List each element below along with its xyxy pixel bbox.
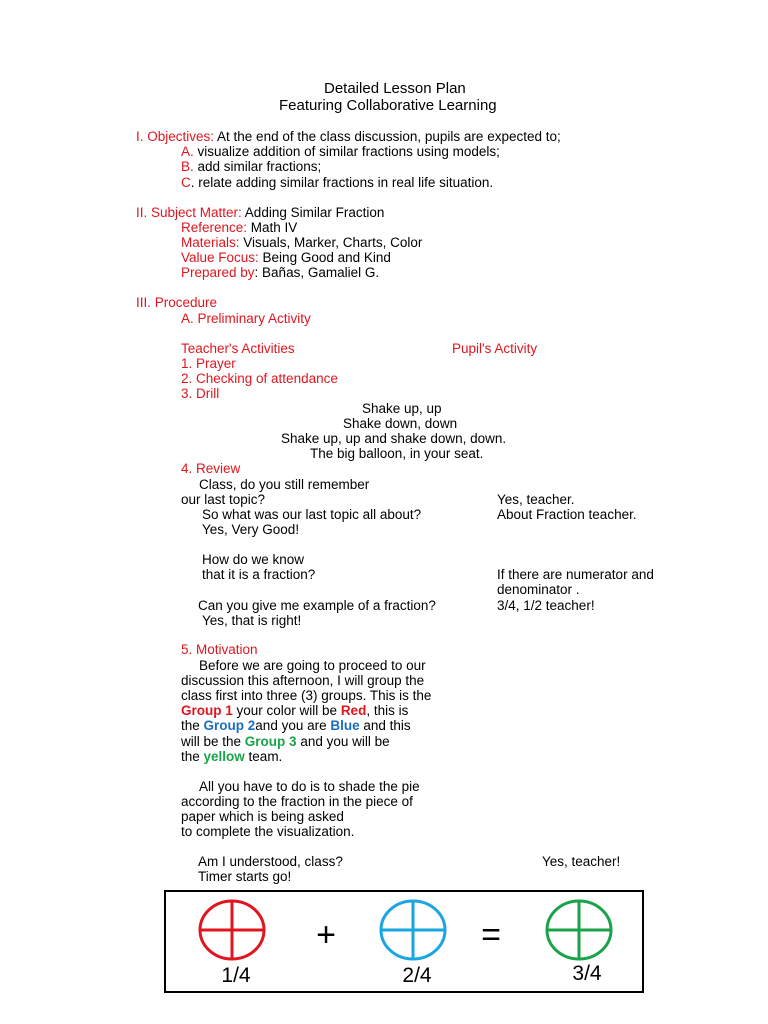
objectives-line bbox=[136, 129, 561, 144]
objective-b bbox=[181, 159, 321, 174]
motivation-line-6 bbox=[181, 734, 390, 749]
value-focus-label: Value Focus: bbox=[181, 250, 259, 265]
subject-matter-label: II. Subject Matter: bbox=[136, 205, 242, 220]
attendance-item: 2. Checking of attendance bbox=[181, 371, 338, 386]
motivation-text: and you will be bbox=[296, 734, 390, 749]
materials-value: Visuals, Marker, Charts, Color bbox=[239, 235, 423, 250]
objectives-text: At the end of the class discussion, pupils are expected to; bbox=[214, 129, 561, 144]
motivation-item: 5. Motivation bbox=[181, 642, 258, 657]
preliminary-activity: A. Preliminary Activity bbox=[181, 311, 311, 326]
group-1-label: Group 1 bbox=[181, 703, 233, 718]
procedure-label: III. Procedure bbox=[136, 295, 218, 310]
blue-label: Blue bbox=[330, 718, 360, 733]
reference-value: Math IV bbox=[247, 220, 298, 235]
motivation-line-3: class first into three (3) groups. This is the bbox=[181, 688, 432, 703]
motivation-text: , this is bbox=[366, 703, 409, 718]
prepared-by-value: : Bañas, Gamaliel G. bbox=[254, 265, 380, 280]
fraction-figure-drawing bbox=[166, 892, 642, 991]
motivation-p2-line-2: according to the fraction in the piece of bbox=[181, 794, 413, 809]
motivation-text: the bbox=[181, 718, 204, 733]
objective-text: . relate adding similar fractions in real life situation. bbox=[190, 175, 494, 190]
pie-3-quarters bbox=[547, 901, 611, 959]
review-answer-2: About Fraction teacher. bbox=[497, 507, 637, 522]
review-question-1b: our last topic? bbox=[181, 492, 266, 507]
fraction-label-2: 2/4 bbox=[402, 964, 432, 987]
review-question-1a: Class, do you still remember bbox=[199, 477, 370, 492]
motivation-answer: Yes, teacher! bbox=[542, 854, 621, 869]
review-response-4: Yes, that is right! bbox=[202, 613, 302, 628]
objective-letter: B. bbox=[181, 159, 194, 174]
motivation-line-7 bbox=[181, 749, 282, 764]
objective-letter: A. bbox=[181, 144, 194, 159]
prepared-by-line bbox=[181, 265, 379, 280]
fraction-label-1: 1/4 bbox=[221, 964, 251, 987]
objective-c: C. relate adding similar fractions in real life situation. bbox=[181, 175, 494, 190]
prayer-item: 1. Prayer bbox=[181, 356, 236, 371]
motivation-line-1: Before we are going to proceed to our bbox=[199, 658, 426, 673]
pie-1-quarter bbox=[200, 901, 264, 959]
reference-line bbox=[181, 220, 297, 235]
fraction-label-3: 3/4 bbox=[572, 962, 602, 985]
pupil-activity-header: Pupil's Activity bbox=[452, 341, 538, 356]
motivation-text: your color will be bbox=[232, 703, 341, 718]
subject-matter-text: Adding Similar Fraction bbox=[241, 205, 385, 220]
group-2-label: Group 2 bbox=[203, 718, 256, 733]
review-question-4: Can you give me example of a fraction? bbox=[198, 598, 436, 613]
drill-item: 3. Drill bbox=[181, 386, 220, 401]
motivation-text: and you are bbox=[255, 718, 331, 733]
yellow-label: yellow bbox=[203, 749, 245, 764]
red-label: Red bbox=[340, 703, 367, 718]
drill-line-4: The big balloon, in your seat. bbox=[310, 446, 484, 461]
review-question-2: So what was our last topic all about? bbox=[202, 507, 422, 522]
pie-2-quarters bbox=[381, 901, 445, 959]
reference-label: Reference: bbox=[181, 220, 248, 235]
drill-line-2: Shake down, down bbox=[343, 416, 458, 431]
review-item: 4. Review bbox=[181, 461, 241, 476]
teacher-activities-header: Teacher's Activities bbox=[181, 341, 295, 356]
motivation-line-2: discussion this afternoon, I will group the bbox=[181, 673, 425, 688]
motivation-timer: Timer starts go! bbox=[198, 869, 292, 884]
objectives-label: I. Objectives: bbox=[136, 129, 215, 144]
value-focus-line bbox=[181, 250, 391, 265]
motivation-line-4 bbox=[181, 703, 408, 718]
prepared-by-label: Prepared by bbox=[181, 265, 255, 280]
value-focus-value: Being Good and Kind bbox=[258, 250, 391, 265]
review-answer-3a: If there are numerator and bbox=[497, 567, 654, 582]
drill-line-1: Shake up, up bbox=[362, 401, 442, 416]
motivation-text: team. bbox=[244, 749, 283, 764]
page-subtitle: Featuring Collaborative Learning bbox=[279, 97, 497, 114]
subject-matter-line bbox=[136, 205, 384, 220]
motivation-text: the bbox=[181, 749, 204, 764]
motivation-line-5 bbox=[181, 718, 411, 733]
equals-sign: = bbox=[481, 916, 501, 954]
motivation-text: and this bbox=[359, 718, 411, 733]
motivation-p2-line-1: All you have to do is to shade the pie bbox=[199, 779, 420, 794]
page-title: Detailed Lesson Plan bbox=[324, 80, 466, 97]
motivation-text: will be the bbox=[181, 734, 245, 749]
review-question-3a: How do we know bbox=[202, 552, 305, 567]
objective-a bbox=[181, 144, 500, 159]
review-answer-3b: denominator . bbox=[497, 582, 580, 597]
review-answer-1: Yes, teacher. bbox=[497, 492, 575, 507]
group-3-label: Group 3 bbox=[244, 734, 297, 749]
materials-line bbox=[181, 235, 422, 250]
materials-label: Materials: bbox=[181, 235, 240, 250]
objective-text: add similar fractions; bbox=[193, 159, 322, 174]
objective-text: visualize addition of similar fractions using models; bbox=[193, 144, 500, 159]
review-question-3b: that it is a fraction? bbox=[202, 567, 316, 582]
motivation-question: Am I understood, class? bbox=[198, 854, 343, 869]
review-answer-4: 3/4, 1/2 teacher! bbox=[497, 598, 595, 613]
motivation-p2-line-3: paper which is being asked bbox=[181, 809, 344, 824]
motivation-p2-line-4: to complete the visualization. bbox=[181, 824, 355, 839]
review-response-2: Yes, Very Good! bbox=[202, 522, 300, 537]
drill-line-3: Shake up, up and shake down, down. bbox=[281, 431, 507, 446]
plus-sign: + bbox=[316, 916, 336, 954]
fraction-figure bbox=[164, 890, 644, 993]
